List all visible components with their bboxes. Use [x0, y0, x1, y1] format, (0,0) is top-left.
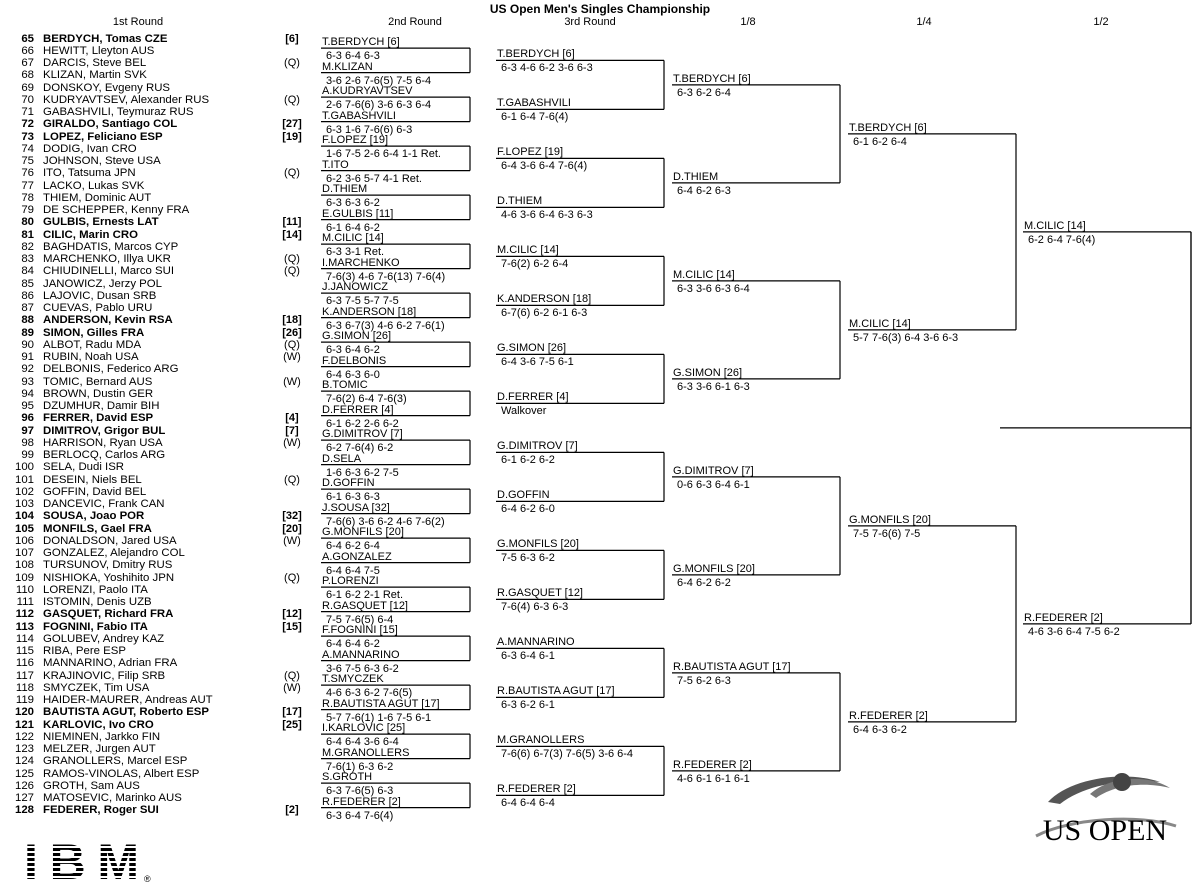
match-score: 6-1 6-2 6-2 — [501, 454, 555, 467]
player-name: DESEIN, Niels BEL — [43, 473, 142, 486]
winner-name: G.MONFILS [20] — [673, 562, 755, 575]
round-header: 1/8 — [740, 16, 756, 28]
winner-name: R.FEDERER [2] — [673, 758, 752, 771]
winner-name: M.GRANOLLERS — [322, 746, 410, 759]
player-seed: (W) — [283, 351, 301, 363]
winner-name: R.BAUTISTA AGUT [17] — [497, 685, 615, 698]
winner-name: R.FEDERER [2] — [322, 795, 401, 808]
player-number: 100 — [14, 461, 34, 474]
player-name: DANCEVIC, Frank CAN — [43, 498, 165, 510]
match-score: 6-2 7-6(4) 6-2 — [326, 442, 394, 455]
winner-name: E.GULBIS [11] — [322, 207, 394, 220]
player-number: 113 — [15, 620, 34, 633]
winner-name: A.KUDRYAVTSEV — [322, 85, 413, 98]
winner-name: D.GOFFIN — [497, 489, 550, 502]
winner-name: D.FERRER [4] — [497, 391, 569, 404]
player-name: KRAJINOVIC, Filip SRB — [43, 669, 166, 682]
player-name: ISTOMIN, Denis UZB — [43, 596, 152, 608]
player-seed: (W) — [283, 436, 301, 449]
winner-name: S.GROTH — [322, 771, 373, 784]
player-name: ITO, Tatsuma JPN — [43, 167, 136, 180]
winner-name: J.JANOWICZ — [322, 281, 388, 294]
match-score: 6-4 3-6 6-4 7-6(4) — [501, 160, 588, 173]
winner-name: G.DIMITROV [7] — [497, 440, 578, 453]
winner-name: R.FEDERER [2] — [849, 709, 928, 722]
round-header: 3rd Round — [564, 16, 616, 28]
player-name: KUDRYAVTSEV, Alexander RUS — [43, 93, 210, 106]
player-name: TOMIC, Bernard AUS — [43, 375, 153, 388]
winner-name: A.MANNARINO — [497, 636, 575, 649]
player-name: MARCHENKO, Illya UKR — [43, 253, 171, 265]
match-score: 6-4 6-4 7-5 — [326, 564, 380, 577]
winner-name: G.SIMON [26] — [322, 330, 392, 343]
player-number: 73 — [21, 130, 34, 143]
winner-name: M.CILIC [14] — [673, 268, 735, 281]
match-score: 6-1 6-4 7-6(4) — [501, 111, 569, 124]
player-number: 127 — [14, 792, 34, 804]
match-score: 2-6 7-6(6) 3-6 6-3 6-4 — [326, 99, 432, 112]
round-header: 1/2 — [1093, 16, 1109, 28]
player-seed: (Q) — [284, 57, 300, 69]
player-name: BAGHDATIS, Marcos CYP — [43, 240, 179, 253]
match-score: 6-4 6-2 6-0 — [501, 503, 555, 516]
winner-name: T.GABASHVILI — [497, 97, 571, 110]
player-number: 84 — [21, 265, 34, 278]
player-name: NIEMINEN, Jarkko FIN — [43, 730, 161, 743]
player-number: 82 — [21, 240, 34, 253]
player-name: NISHIOKA, Yoshihito JPN — [43, 571, 175, 584]
player-seed: [27] — [282, 118, 302, 131]
player-seed: (W) — [283, 534, 301, 547]
player-name: MANNARINO, Adrian FRA — [43, 657, 178, 670]
match-score: 7-5 7-6(6) 7-5 — [853, 527, 921, 540]
player-name: HARRISON, Ryan USA — [43, 436, 163, 449]
player-name: DONALDSON, Jared USA — [43, 534, 177, 547]
match-score: 6-1 6-3 6-3 — [326, 491, 380, 504]
player-number: 70 — [21, 93, 34, 106]
player-name: GULBIS, Ernests LAT — [43, 216, 159, 229]
player-name: ALBOT, Radu MDA — [43, 338, 142, 351]
player-number: 67 — [21, 57, 34, 69]
player-number: 71 — [21, 106, 34, 118]
player-number: 102 — [14, 485, 34, 498]
player-seed: (Q) — [284, 253, 300, 265]
player-number: 81 — [21, 228, 34, 241]
us-open-logo — [1030, 768, 1180, 853]
winner-name: T.BERDYCH [6] — [497, 48, 575, 61]
player-number: 97 — [21, 424, 34, 437]
player-number: 94 — [21, 387, 34, 400]
player-name: CILIC, Marin CRO — [43, 228, 138, 241]
match-score: 6-4 6-4 3-6 6-4 — [326, 736, 399, 749]
player-number: 85 — [21, 277, 34, 290]
player-name: GOLUBEV, Andrey KAZ — [43, 632, 165, 645]
player-name: SIMON, Gilles FRA — [43, 326, 145, 339]
player-number: 110 — [15, 583, 34, 596]
player-seed: [14] — [282, 228, 302, 241]
player-name: DELBONIS, Federico ARG — [43, 363, 179, 376]
player-name: SELA, Dudi ISR — [43, 461, 125, 474]
winner-name: R.BAUTISTA AGUT [17] — [322, 697, 440, 710]
player-seed: [11] — [282, 216, 302, 229]
winner-name: G.SIMON [26] — [673, 366, 743, 379]
match-score: 5-7 7-6(3) 6-4 3-6 6-3 — [853, 331, 959, 344]
match-score: 6-3 3-1 Ret. — [326, 246, 385, 259]
player-name: GASQUET, Richard FRA — [43, 608, 174, 621]
winner-name: R.GASQUET [12] — [322, 599, 408, 612]
match-score: 6-4 6-2 6-2 — [677, 576, 731, 589]
match-score: 4-6 6-1 6-1 6-1 — [677, 772, 750, 785]
winner-name: G.SIMON [26] — [497, 342, 567, 355]
player-number: 116 — [15, 657, 34, 670]
round-header: 1st Round — [112, 16, 164, 28]
player-number: 107 — [14, 547, 34, 559]
svg-text:®: ® — [144, 874, 151, 884]
player-number: 90 — [21, 338, 34, 351]
player-seed: [12] — [282, 608, 302, 621]
winner-name: R.GASQUET [12] — [497, 587, 583, 600]
player-seed: (Q) — [284, 571, 300, 584]
match-score: 6-3 7-6(5) 6-3 — [326, 785, 394, 798]
player-name: LAJOVIC, Dusan SRB — [43, 289, 157, 302]
player-name: JANOWICZ, Jerzy POL — [43, 277, 162, 290]
player-seed: (Q) — [284, 265, 300, 278]
player-number: 128 — [14, 804, 34, 817]
player-seed: (Q) — [284, 669, 300, 682]
match-score: 0-6 6-3 6-4 6-1 — [677, 478, 750, 491]
winner-name: A.GONZALEZ — [322, 550, 392, 563]
player-name: RUBIN, Noah USA — [43, 351, 139, 363]
match-score: 6-1 6-2 2-6 6-2 — [326, 417, 399, 430]
player-name: SMYCZEK, Tim USA — [43, 681, 150, 694]
player-name: FOGNINI, Fabio ITA — [43, 620, 148, 633]
winner-name: D.GOFFIN — [322, 477, 375, 490]
match-score: 7-6(4) 6-3 6-3 — [501, 601, 569, 614]
player-name: MATOSEVIC, Marinko AUS — [43, 792, 182, 804]
player-name: FEDERER, Roger SUI — [43, 804, 159, 817]
winner-name: T.BERDYCH [6] — [673, 72, 751, 85]
match-score: 6-3 1-6 7-6(6) 6-3 — [326, 123, 413, 136]
winner-name: R.FEDERER [2] — [1024, 611, 1103, 624]
player-name: LOPEZ, Feliciano ESP — [43, 130, 163, 143]
winner-name: R.BAUTISTA AGUT [17] — [673, 660, 791, 673]
winner-name: D.THIEM — [673, 170, 719, 183]
winner-name: M.CILIC [14] — [497, 244, 559, 257]
player-name: JOHNSON, Steve USA — [43, 155, 161, 167]
player-seed: (Q) — [284, 93, 300, 106]
match-score: 7-6(2) 6-2 6-4 — [501, 258, 569, 271]
player-name: DE SCHEPPER, Kenny FRA — [43, 204, 190, 216]
player-number: 117 — [15, 669, 34, 682]
player-seed: [32] — [282, 510, 302, 523]
player-name: MONFILS, Gael FRA — [43, 522, 152, 535]
player-seed: [18] — [282, 314, 302, 327]
player-number: 89 — [21, 326, 34, 339]
match-score: 1-6 6-3 6-2 7-5 — [326, 466, 399, 479]
winner-name: I.KARLOVIC [25] — [322, 722, 406, 735]
match-score: 6-3 3-6 6-3 6-4 — [677, 282, 750, 295]
player-name: DARCIS, Steve BEL — [43, 57, 147, 69]
player-seed: [4] — [285, 412, 299, 425]
winner-name: A.MANNARINO — [322, 648, 400, 661]
player-name: FERRER, David ESP — [43, 412, 154, 425]
player-name: GOFFIN, David BEL — [43, 485, 147, 498]
page-title: US Open Men's Singles Championship — [489, 2, 711, 16]
player-name: CUEVAS, Pablo URU — [43, 302, 153, 314]
player-seed: [7] — [285, 424, 299, 437]
match-score: 6-3 4-6 6-2 3-6 6-3 — [501, 62, 593, 75]
winner-name: F.DELBONIS — [322, 354, 387, 367]
match-score: 6-3 6-2 6-4 — [677, 86, 731, 99]
player-number: 65 — [21, 32, 34, 45]
player-number: 80 — [21, 216, 34, 229]
player-number: 99 — [21, 449, 34, 461]
match-score: 6-7(6) 6-2 6-1 6-3 — [501, 307, 588, 320]
player-number: 109 — [14, 571, 34, 584]
match-score: 6-1 6-2 6-4 — [853, 135, 907, 148]
match-score: 6-3 6-4 6-3 — [326, 50, 380, 63]
match-score: 7-5 7-6(5) 6-4 — [326, 613, 394, 626]
player-number: 76 — [21, 167, 34, 180]
player-number: 122 — [14, 730, 34, 743]
player-seed: [2] — [285, 804, 299, 817]
winner-name: M.KLIZAN — [322, 60, 373, 73]
player-number: 72 — [21, 118, 34, 131]
player-name: BERLOCQ, Carlos ARG — [43, 449, 166, 461]
winner-name: D.THIEM — [322, 183, 368, 196]
player-seed: (Q) — [284, 473, 300, 486]
player-name: LACKO, Lukas SVK — [43, 179, 145, 192]
match-score: 6-4 6-3 6-2 — [853, 723, 907, 736]
round-header: 2nd Round — [388, 16, 442, 28]
winner-name: D.FERRER [4] — [322, 403, 394, 416]
match-score: 7-6(1) 6-3 6-2 — [326, 760, 394, 773]
match-score: 4-6 6-3 6-2 7-6(5) — [326, 687, 413, 700]
winner-name: G.MONFILS [20] — [497, 538, 579, 551]
player-name: MELZER, Jurgen AUT — [43, 743, 156, 755]
player-number: 77 — [21, 179, 34, 192]
player-seed: (W) — [283, 375, 301, 388]
winner-name: J.SOUSA [32] — [322, 501, 390, 514]
player-seed: [6] — [285, 32, 299, 45]
player-number: 111 — [16, 596, 34, 608]
winner-name: T.ITO — [322, 158, 349, 171]
player-name: KLIZAN, Martin SVK — [43, 69, 147, 82]
player-seed: (Q) — [284, 167, 300, 180]
round-header: 1/4 — [916, 16, 932, 28]
player-seed: [26] — [282, 326, 302, 339]
player-name: HEWITT, Lleyton AUS — [43, 44, 155, 57]
player-number: 124 — [14, 755, 34, 768]
winner-name: F.LOPEZ [19] — [497, 146, 564, 159]
player-name: GROTH, Sam AUS — [43, 779, 140, 792]
player-name: HAIDER-MAURER, Andreas AUT — [43, 694, 213, 706]
winner-name: K.ANDERSON [18] — [497, 293, 592, 306]
match-score: 6-1 6-2 2-1 Ret. — [326, 589, 404, 602]
player-number: 83 — [21, 253, 34, 265]
player-number: 93 — [21, 375, 34, 388]
match-score: 6-4 6-2 6-3 — [677, 184, 731, 197]
match-score: 6-4 6-4 6-2 — [326, 638, 380, 651]
player-name: SOUSA, Joao POR — [43, 510, 145, 523]
player-name: GRANOLLERS, Marcel ESP — [43, 755, 188, 768]
player-seed: (Q) — [284, 338, 300, 351]
winner-name: I.MARCHENKO — [322, 256, 400, 269]
player-number: 120 — [14, 706, 34, 719]
match-score: 4-6 3-6 6-4 7-5 6-2 — [1028, 625, 1120, 638]
match-score: 6-2 6-4 7-6(4) — [1028, 233, 1096, 246]
player-number: 112 — [15, 608, 34, 621]
player-seed: [25] — [282, 718, 302, 731]
player-name: BAUTISTA AGUT, Roberto ESP — [43, 706, 210, 719]
winner-name: M.CILIC [14] — [849, 317, 911, 330]
player-number: 123 — [14, 743, 34, 755]
match-score: 6-4 6-3 6-0 — [326, 368, 380, 381]
match-score: 6-4 6-4 6-4 — [501, 797, 555, 810]
winner-name: G.MONFILS [20] — [322, 526, 404, 539]
player-name: GABASHVILI, Teymuraz RUS — [43, 106, 194, 118]
svg-text:IBM: IBM — [24, 838, 139, 884]
player-number: 103 — [14, 498, 34, 510]
winner-name: D.SELA — [322, 452, 362, 465]
player-number: 115 — [15, 645, 34, 657]
player-number: 88 — [21, 314, 34, 327]
match-score: 3-6 7-5 6-3 6-2 — [326, 662, 399, 675]
match-score: 6-3 6-2 6-1 — [501, 699, 555, 712]
match-score: 6-4 6-2 6-4 — [326, 540, 380, 553]
player-number: 118 — [15, 681, 34, 694]
player-name: ANDERSON, Kevin RSA — [43, 314, 173, 327]
player-name: CHIUDINELLI, Marco SUI — [43, 265, 175, 278]
player-name: DZUMHUR, Damir BIH — [43, 400, 160, 412]
winner-name: F.LOPEZ [19] — [322, 134, 389, 147]
winner-name: G.DIMITROV [7] — [673, 464, 754, 477]
player-name: LORENZI, Paolo ITA — [43, 583, 148, 596]
player-seed: [20] — [282, 522, 302, 535]
match-score: 7-5 6-3 6-2 — [501, 552, 555, 565]
match-score: 6-2 3-6 5-7 4-1 Ret. — [326, 172, 422, 185]
player-number: 78 — [21, 191, 34, 204]
player-name: GONZALEZ, Alejandro COL — [43, 547, 185, 559]
match-score: 7-6(6) 6-7(3) 7-6(5) 3-6 6-4 — [501, 748, 634, 761]
winner-name: M.CILIC [14] — [1024, 219, 1086, 232]
player-number: 121 — [14, 718, 34, 731]
player-number: 105 — [14, 522, 34, 535]
match-score: 6-1 6-4 6-2 — [326, 221, 380, 234]
player-name: KARLOVIC, Ivo CRO — [43, 718, 154, 731]
match-score: 6-3 6-4 6-1 — [501, 650, 555, 663]
winner-name: G.DIMITROV [7] — [322, 428, 403, 441]
winner-name: T.GABASHVILI — [322, 109, 396, 122]
player-number: 91 — [21, 351, 34, 363]
winner-name: R.FEDERER [2] — [497, 783, 576, 796]
player-name: TURSUNOV, Dmitry RUS — [43, 559, 173, 572]
match-score: 6-3 6-3 6-2 — [326, 197, 380, 210]
match-score: 6-3 6-4 6-2 — [326, 344, 380, 357]
winner-name: D.THIEM — [497, 195, 543, 208]
match-score: 3-6 2-6 7-6(5) 7-5 6-4 — [326, 74, 432, 87]
player-name: RAMOS-VINOLAS, Albert ESP — [43, 767, 200, 780]
player-number: 74 — [21, 142, 34, 155]
player-number: 101 — [14, 473, 34, 486]
player-name: BROWN, Dustin GER — [43, 387, 154, 400]
player-seed: [15] — [282, 620, 302, 633]
player-name: BERDYCH, Tomas CZE — [43, 32, 168, 45]
player-number: 96 — [21, 412, 34, 425]
player-number: 98 — [21, 436, 34, 449]
winner-name: B.TOMIC — [322, 379, 368, 392]
match-score: 7-6(3) 4-6 7-6(13) 7-6(4) — [326, 270, 446, 283]
svg-text:US OPEN: US OPEN — [1042, 814, 1168, 847]
player-number: 79 — [21, 204, 34, 216]
winner-name: T.BERDYCH [6] — [849, 121, 927, 134]
match-score: 6-3 3-6 6-1 6-3 — [677, 380, 750, 393]
match-score: 1-6 7-5 2-6 6-4 1-1 Ret. — [326, 148, 441, 161]
player-seed: (W) — [283, 681, 301, 694]
player-number: 92 — [21, 363, 34, 376]
winner-name: F.FOGNINI [15] — [322, 624, 398, 637]
winner-name: P.LORENZI — [322, 575, 379, 588]
winner-name: G.MONFILS [20] — [849, 513, 931, 526]
player-number: 126 — [14, 779, 34, 792]
player-name: RIBA, Pere ESP — [43, 645, 126, 657]
player-name: DONSKOY, Evgeny RUS — [43, 81, 171, 94]
player-number: 125 — [14, 767, 34, 780]
player-number: 119 — [15, 694, 34, 706]
player-number: 95 — [21, 400, 34, 412]
winner-name: T.SMYCZEK — [322, 673, 384, 686]
match-score: 6-4 3-6 7-5 6-1 — [501, 356, 574, 369]
winner-name: M.GRANOLLERS — [497, 734, 585, 747]
player-name: THIEM, Dominic AUT — [43, 191, 152, 204]
player-number: 66 — [21, 44, 34, 57]
player-number: 87 — [21, 302, 34, 314]
player-name: DODIG, Ivan CRO — [43, 142, 137, 155]
match-score: Walkover — [501, 405, 547, 418]
player-seed: [17] — [282, 706, 302, 719]
player-number: 106 — [14, 534, 34, 547]
player-number: 75 — [21, 155, 34, 167]
winner-name: K.ANDERSON [18] — [322, 305, 417, 318]
match-score: 6-3 6-4 7-6(4) — [326, 809, 394, 822]
match-score: 7-6(2) 6-4 7-6(3) — [326, 393, 407, 406]
player-number: 104 — [14, 510, 34, 523]
player-name: DIMITROV, Grigor BUL — [43, 424, 166, 437]
player-seed: [19] — [282, 130, 302, 143]
player-number: 86 — [21, 289, 34, 302]
player-name: GIRALDO, Santiago COL — [43, 118, 178, 131]
match-score: 4-6 3-6 6-4 6-3 6-3 — [501, 209, 593, 222]
match-score: 7-6(6) 3-6 6-2 4-6 7-6(2) — [326, 515, 445, 528]
winner-name: M.CILIC [14] — [322, 232, 384, 245]
player-number: 114 — [15, 632, 34, 645]
player-number: 108 — [14, 559, 34, 572]
match-score: 6-3 7-5 5-7 7-5 — [326, 295, 399, 308]
match-score: 6-3 6-7(3) 4-6 6-2 7-6(1) — [326, 319, 445, 332]
match-score: 5-7 7-6(1) 1-6 7-5 6-1 — [326, 711, 432, 724]
player-number: 69 — [21, 81, 34, 94]
player-number: 68 — [21, 69, 34, 82]
match-score: 7-5 6-2 6-3 — [677, 674, 731, 687]
winner-name: T.BERDYCH [6] — [322, 36, 400, 49]
ibm-logo — [24, 838, 156, 884]
